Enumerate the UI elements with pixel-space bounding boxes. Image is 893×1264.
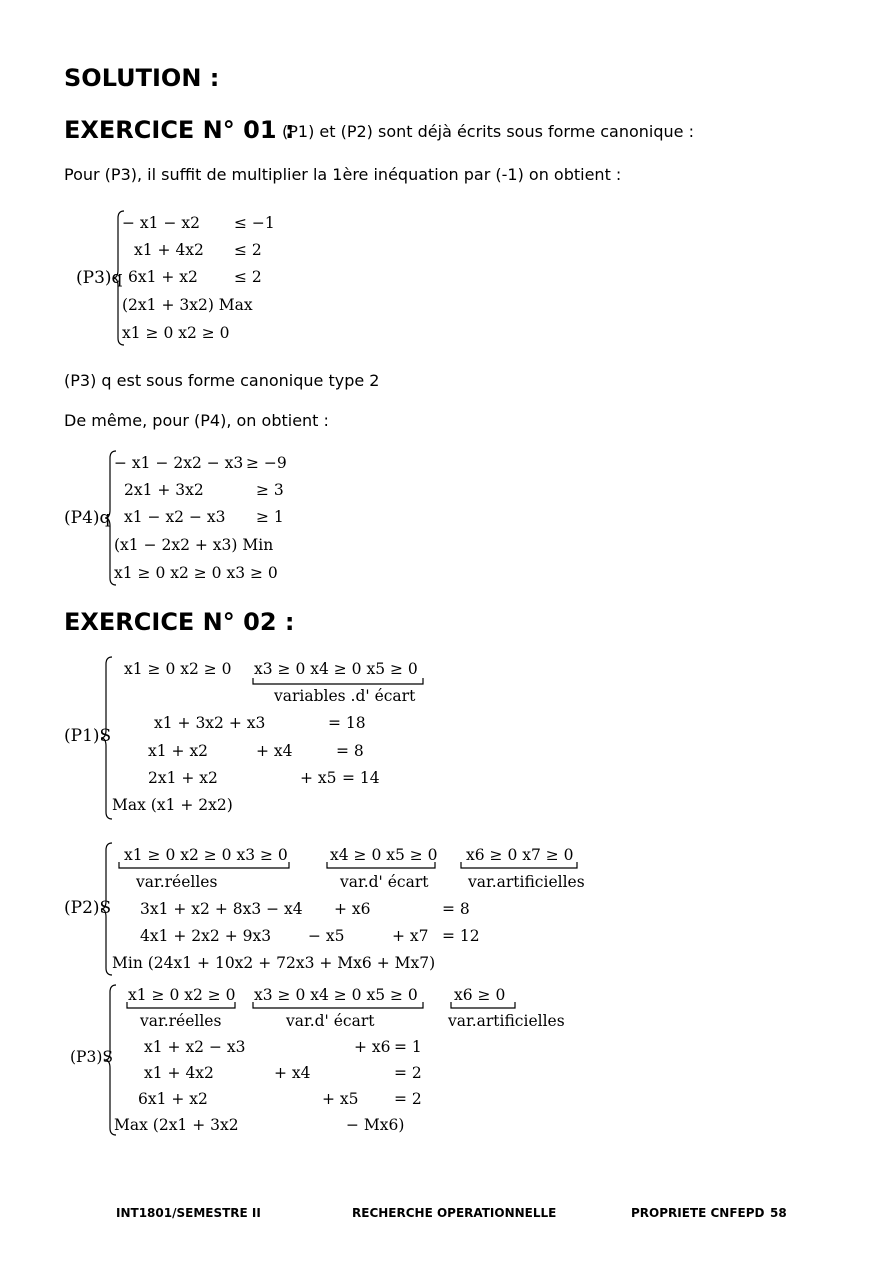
system-label: (P3)q bbox=[76, 268, 123, 288]
constraint-rhs: = 12 bbox=[442, 927, 480, 945]
constraint-lhs: 4x1 + 2x2 + 9x3 bbox=[140, 927, 272, 945]
objective: Max (x1 + 2x2) bbox=[112, 796, 233, 814]
artificial-variables: x6 ≥ 0 x7 ≥ 0 bbox=[466, 846, 574, 864]
footer-course-title: RECHERCHE OPERATIONNELLE bbox=[352, 1206, 557, 1220]
system-line: − x1 − x2 bbox=[122, 214, 200, 232]
underbrace bbox=[252, 678, 424, 686]
underbrace bbox=[126, 1002, 236, 1010]
exercise-1-heading: EXERCICE N° 01 : bbox=[64, 116, 295, 144]
system-rhs: ≤ 2 bbox=[234, 268, 262, 286]
system-label: (P4)q bbox=[64, 508, 111, 528]
system-line: − x1 − 2x2 − x3 bbox=[114, 454, 244, 472]
constraint-lhs: x1 + 3x2 + x3 bbox=[154, 714, 266, 732]
slack-variables: x4 ≥ 0 x5 ≥ 0 bbox=[330, 846, 438, 864]
slack-variables: x3 ≥ 0 x4 ≥ 0 x5 ≥ 0 bbox=[254, 660, 418, 678]
footer-course-code: INT1801/SEMESTRE II bbox=[116, 1206, 261, 1220]
real-variables: x1 ≥ 0 x2 ≥ 0 x3 ≥ 0 bbox=[124, 846, 288, 864]
artificial-variables: x6 ≥ 0 bbox=[454, 986, 506, 1004]
exercise-1-intro: (P1) et (P2) sont déjà écrits sous forme canonique : bbox=[282, 122, 694, 141]
system-line: (2x1 + 3x2) Max bbox=[122, 296, 253, 314]
constraint-lhs: x1 + x2 − x3 bbox=[144, 1038, 246, 1056]
real-label: var.réelles bbox=[136, 873, 218, 891]
constraint-slack: − x5 bbox=[308, 927, 345, 945]
constraint-slack: + x5 bbox=[322, 1090, 359, 1108]
system-rhs: ≥ 1 bbox=[256, 508, 284, 526]
footer-owner: PROPRIETE CNFEPD bbox=[631, 1206, 765, 1220]
p3-standard-system bbox=[70, 982, 610, 1140]
artificial-label: var.artificielles bbox=[448, 1012, 565, 1030]
underbrace bbox=[252, 1002, 424, 1010]
underbrace bbox=[460, 862, 578, 870]
system-line: x1 + 4x2 bbox=[134, 241, 204, 259]
constraint-art: + x6 bbox=[354, 1038, 391, 1056]
left-brace bbox=[104, 984, 118, 1136]
real-variables: x1 ≥ 0 x2 ≥ 0 bbox=[124, 660, 232, 678]
objective: Max (2x1 + 3x2 bbox=[114, 1116, 239, 1134]
objective-tail: − Mx6) bbox=[346, 1116, 405, 1134]
system-rhs: ≥ −9 bbox=[246, 454, 287, 472]
constraint-lhs: 3x1 + x2 + 8x3 − x4 bbox=[140, 900, 303, 918]
page-title: SOLUTION : bbox=[64, 64, 220, 92]
constraint-rhs: = 8 bbox=[336, 742, 364, 760]
constraint-rhs: = 2 bbox=[394, 1064, 422, 1082]
p4-sentence: De même, pour (P4), on obtient : bbox=[64, 411, 329, 430]
real-variables: x1 ≥ 0 x2 ≥ 0 bbox=[128, 986, 236, 1004]
artificial-label: var.artificielles bbox=[468, 873, 585, 891]
p3-note: (P3) q est sous forme canonique type 2 bbox=[64, 371, 380, 390]
system-rhs: ≥ 3 bbox=[256, 481, 284, 499]
system-line: 6x1 + x2 bbox=[128, 268, 198, 286]
constraint-rhs: = 8 bbox=[442, 900, 470, 918]
constraint-rhs: = 18 bbox=[328, 714, 366, 732]
objective: Min (24x1 + 10x2 + 72x3 + Mx6 + Mx7) bbox=[112, 954, 436, 972]
system-label: (P2)S bbox=[64, 898, 112, 918]
underbrace bbox=[450, 1002, 516, 1010]
system-label: (P1)S bbox=[64, 726, 112, 746]
constraint-lhs: x1 + 4x2 bbox=[144, 1064, 214, 1082]
constraint-lhs: x1 + x2 bbox=[148, 742, 209, 760]
footer-page-number: 58 bbox=[770, 1206, 787, 1220]
slack-label: var.d' écart bbox=[286, 1012, 375, 1030]
slack-label: variables .d' écart bbox=[274, 687, 416, 705]
system-line: x1 − x2 − x3 bbox=[124, 508, 226, 526]
system-line: x1 ≥ 0 x2 ≥ 0 x3 ≥ 0 bbox=[114, 564, 278, 582]
constraint-art: + x6 bbox=[334, 900, 371, 918]
constraint-slack: + x4 bbox=[256, 742, 293, 760]
slack-label: var.d' écart bbox=[340, 873, 429, 891]
constraint-rhs: = 2 bbox=[394, 1090, 422, 1108]
system-rhs: ≤ −1 bbox=[234, 214, 275, 232]
system-line: x1 ≥ 0 x2 ≥ 0 bbox=[122, 324, 230, 342]
p2-standard-system bbox=[64, 840, 624, 980]
constraint-slack: + x4 bbox=[274, 1064, 311, 1082]
real-label: var.réelles bbox=[140, 1012, 222, 1030]
exercise-2-heading: EXERCICE N° 02 : bbox=[64, 608, 295, 636]
system-rhs: ≤ 2 bbox=[234, 241, 262, 259]
p1-standard-system bbox=[64, 654, 444, 822]
constraint-slack: + x5 bbox=[300, 769, 337, 787]
p3-canonical-system bbox=[74, 208, 374, 350]
p3-sentence: Pour (P3), il suffit de multiplier la 1ère inéquation par (-1) on obtient : bbox=[64, 165, 622, 184]
system-line: 2x1 + 3x2 bbox=[124, 481, 204, 499]
constraint-lhs: 2x1 + x2 bbox=[148, 769, 218, 787]
p4-canonical-system bbox=[64, 448, 384, 590]
slack-variables: x3 ≥ 0 x4 ≥ 0 x5 ≥ 0 bbox=[254, 986, 418, 1004]
underbrace bbox=[118, 862, 290, 870]
system-line: (x1 − 2x2 + x3) Min bbox=[114, 536, 274, 554]
underbrace bbox=[326, 862, 436, 870]
constraint-rhs: = 14 bbox=[342, 769, 380, 787]
constraint-rhs: = 1 bbox=[394, 1038, 422, 1056]
system-label: (P3)S bbox=[70, 1048, 114, 1066]
constraint-lhs: 6x1 + x2 bbox=[138, 1090, 208, 1108]
constraint-art: + x7 bbox=[392, 927, 429, 945]
